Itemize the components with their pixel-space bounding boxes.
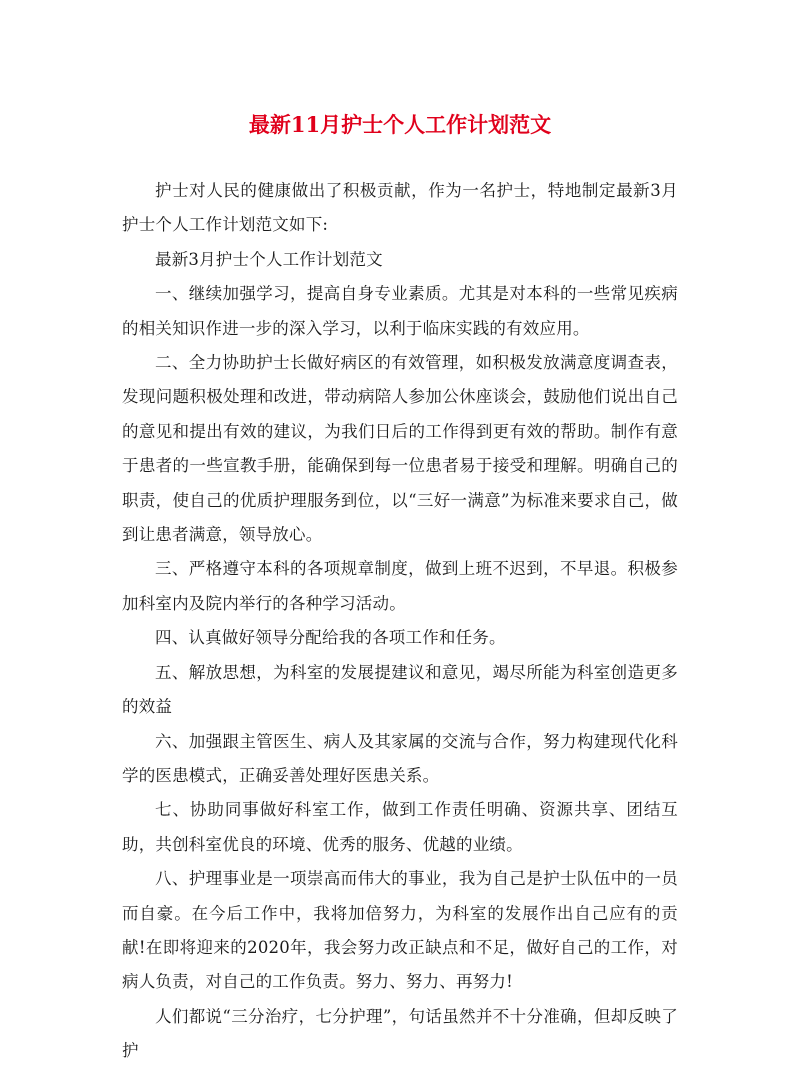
paragraph-subtitle: 最新3月护士个人工作计划范文 [155, 249, 383, 269]
paragraph-item-2: 二、全力协助护士长做好病区的有效管理，如积极发放满意度调查表，发现问题积极处理和改进，带动病陪人参加公休座谈会，鼓励他们说出自己的意见和提出有效的建议，为我们日后的工作得到更有效的帮助。制作有意于患者的一些宣教手册，能确保到每一位患者易于接受和理解。明确自己的职责，使自己的优质护理服务到位，以“三好一满意”为标准来要求自己，做到让患者满意，领导放心。 [122, 353, 678, 545]
paragraph-item-1: 一、继续加强学习，提高自身专业素质。尤其是对本科的一些常见疾病的相关知识作进一步的深入学习，以利于临床实践的有效应用。 [122, 284, 678, 338]
paragraph-intro: 护士对人民的健康做出了积极贡献，作为一名护士，特地制定最新3月护士个人工作计划范文如下: [122, 181, 678, 235]
document-title: 最新11月护士个人工作计划范文 [248, 112, 552, 137]
paragraph-item-4: 四、认真做好领导分配给我的各项工作和任务。 [155, 628, 506, 648]
document-body [122, 174, 678, 1069]
paragraph-closing: 人们都说“三分治疗，七分护理”，句话虽然并不十分准确，但却反映了护 [122, 1006, 678, 1061]
paragraph-item-8: 八、护理事业是一项崇高而伟大的事业，我为自己是护士队伍中的一员而自豪。在今后工作中，我将加倍努力，为科室的发展作出自己应有的贡献!在即将迎来的2020年，我会努力改正缺点和不足，做好自己的工作，对病人负责，对自己的工作负责。努力、努力、再努力! [122, 869, 678, 992]
paragraph-item-3: 三、严格遵守本科的各项规章制度，做到上班不迟到，不早退。积极参加科室内及院内举行的各种学习活动。 [122, 559, 678, 613]
paragraph-item-5: 五、解放思想，为科室的发展提建议和意见，竭尽所能为科室创造更多的效益 [122, 662, 678, 717]
paragraph-item-6: 六、加强跟主管医生、病人及其家属的交流与合作，努力构建现代化科学的医患模式，正确妥善处理好医患关系。 [122, 731, 678, 785]
paragraph-item-7: 七、协助同事做好科室工作，做到工作责任明确、资源共享、团结互助，共创科室优良的环境、优秀的服务、优越的业绩。 [122, 800, 678, 854]
